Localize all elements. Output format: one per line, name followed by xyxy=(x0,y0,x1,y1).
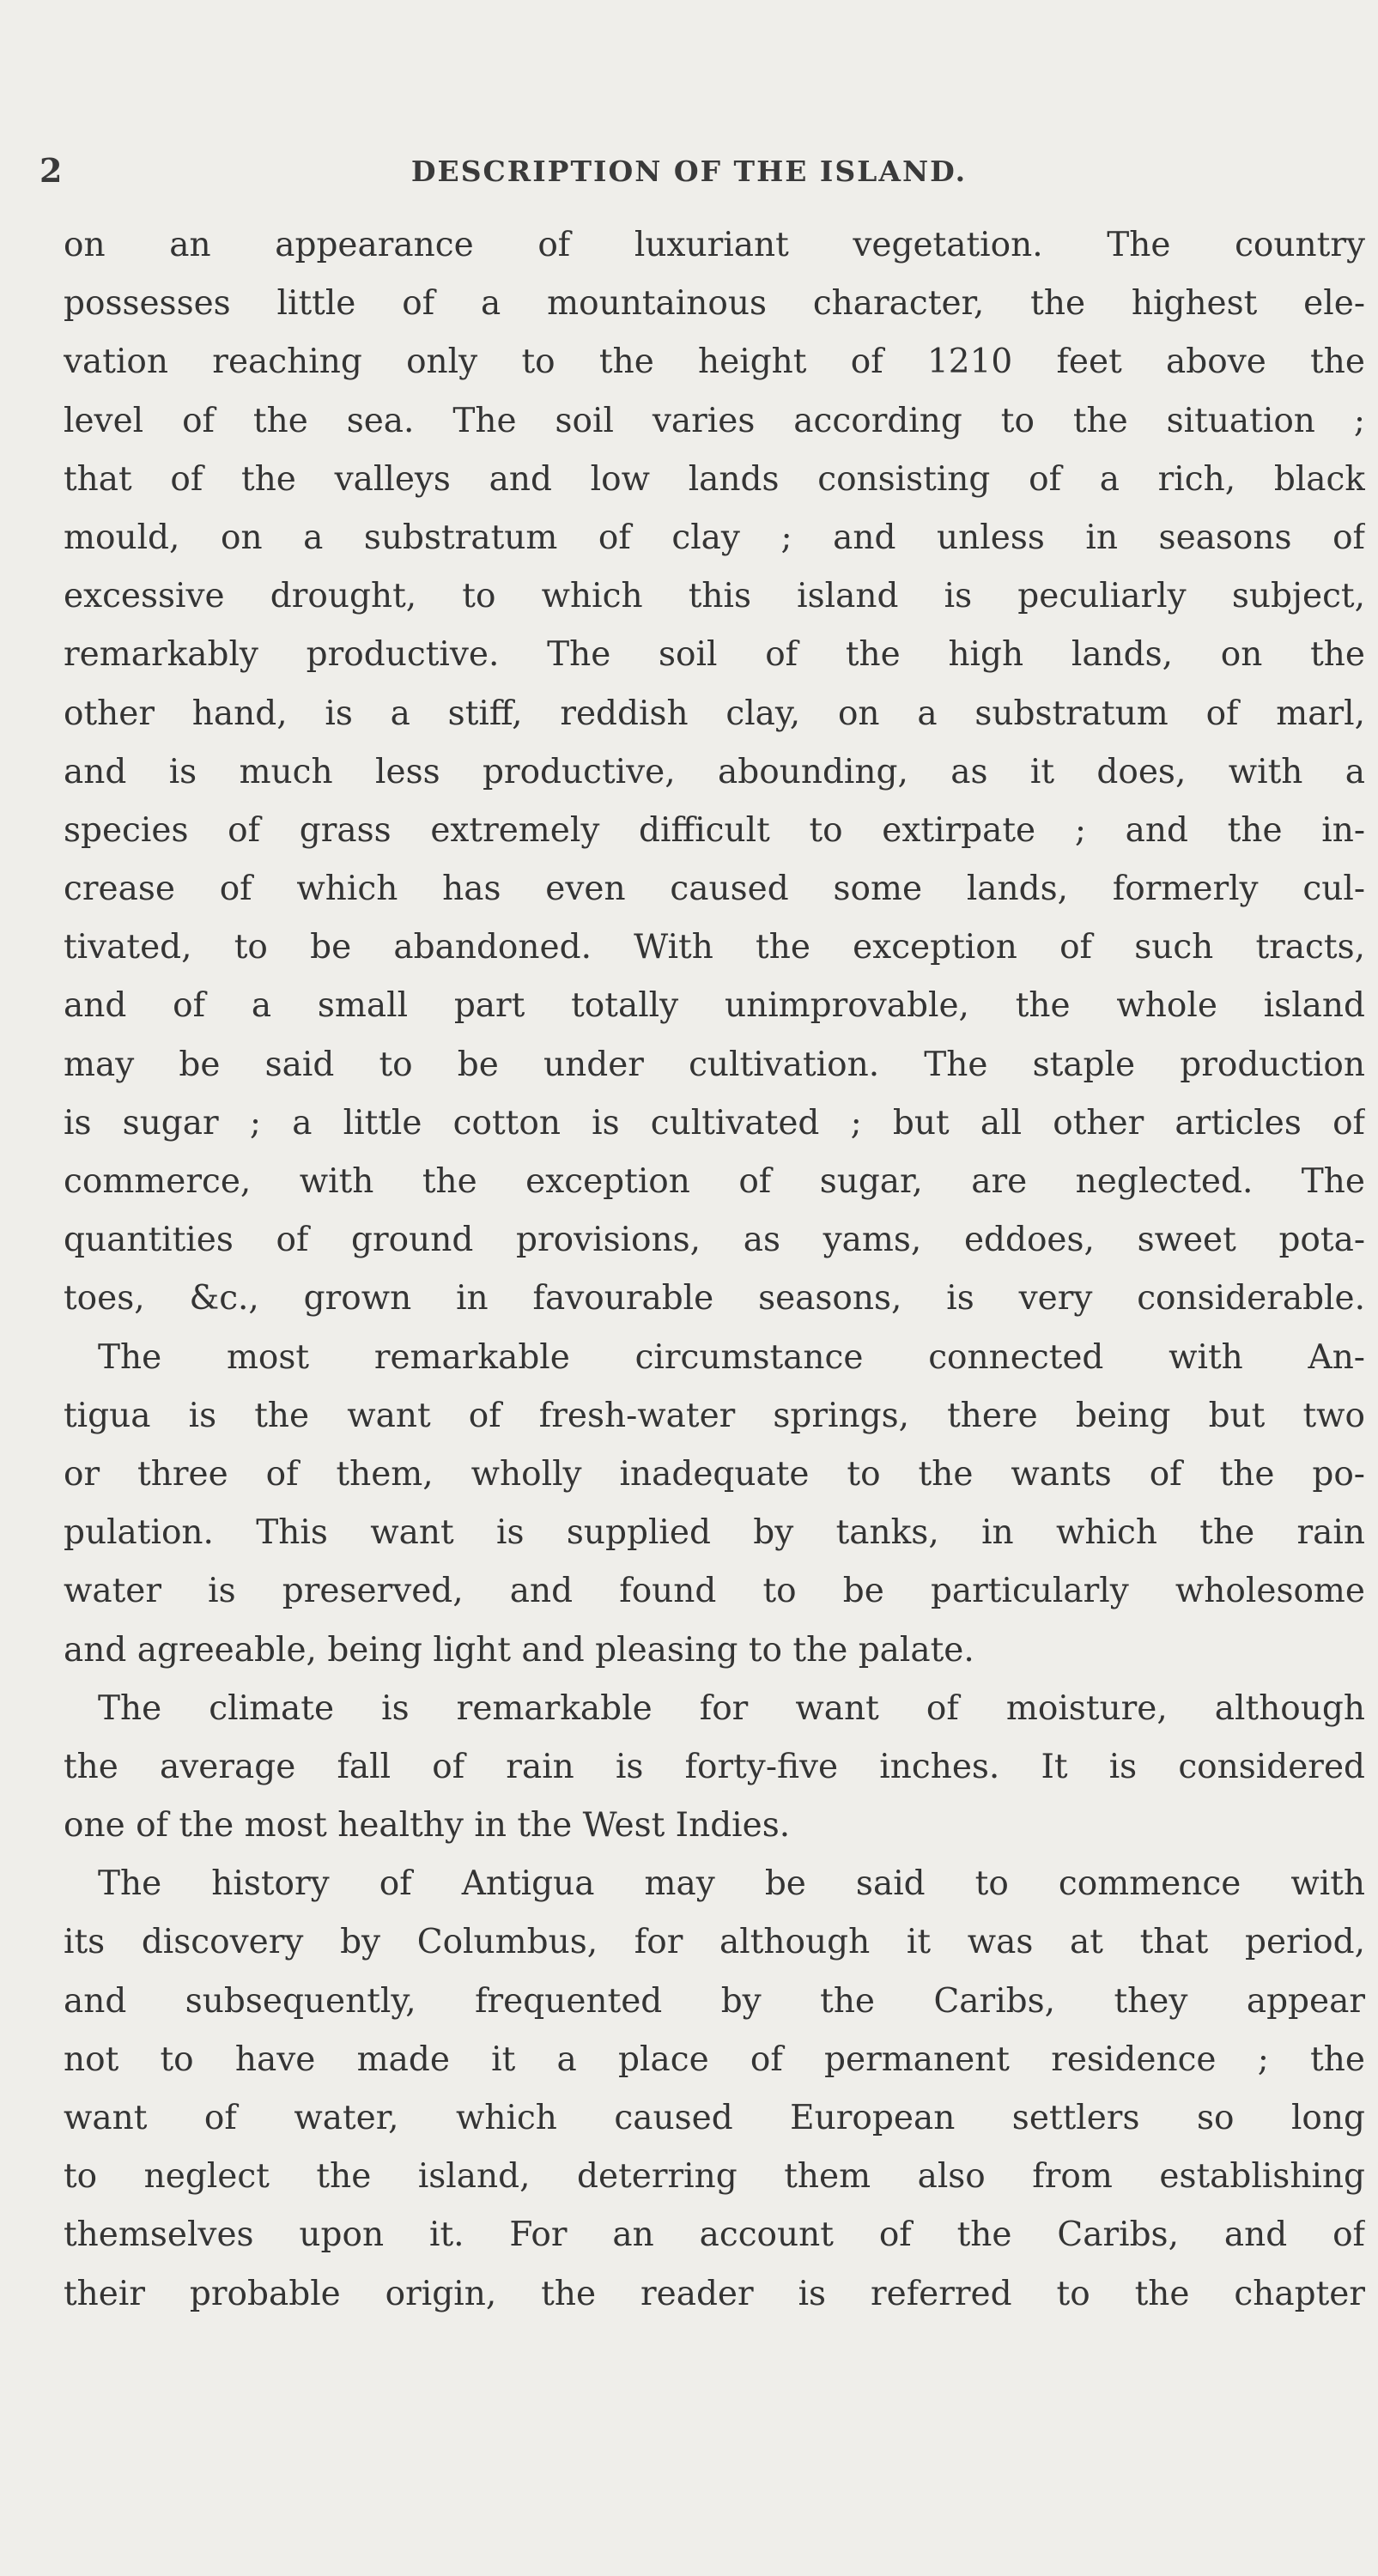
text-line: pulation. This want is supplied by tanks, in which the rain xyxy=(64,1513,1365,1553)
page-number: 2 xyxy=(39,151,64,190)
text-line: water is preserved, and found to be particularly wholesome xyxy=(64,1572,1365,1611)
text-line: that of the valleys and low lands consisting of a rich, black xyxy=(64,459,1365,499)
text-line: and subsequently, frequented by the Caribs, they appear xyxy=(64,1981,1365,2021)
text-line: to neglect the island, deterring them also from establishing xyxy=(64,2157,1365,2197)
text-line: want of water, which caused European settlers so long xyxy=(64,2099,1365,2137)
paragraph-start-line: The most remarkable circumstance connected with An- xyxy=(98,1337,1365,1377)
text-line: possesses little of a mountainous character, the highest ele- xyxy=(64,284,1365,324)
text-line: their probable origin, the reader is referred to the chapter xyxy=(64,2274,1365,2313)
text-line: crease of which has even caused some lands, formerly cul- xyxy=(64,870,1365,909)
text-line: the average fall of rain is forty-five inches. It is considered xyxy=(64,1747,1365,1786)
paragraph-start-line: The climate is remarkable for want of moisture, although xyxy=(98,1688,1365,1728)
text-line: tivated, to be abandoned. With the exception of such tracts, xyxy=(64,928,1365,967)
text-line: species of grass extremely difficult to extirpate ; and the in- xyxy=(64,810,1365,850)
text-line: may be said to be under cultivation. The staple production xyxy=(64,1045,1365,1084)
text-line: toes, &c., grown in favourable seasons, is very considerable. xyxy=(64,1279,1365,1318)
running-title: DESCRIPTION OF THE ISLAND. xyxy=(410,155,968,188)
text-line: commerce, with the exception of sugar, are neglected. The xyxy=(64,1162,1365,1201)
text-line: other hand, is a stiff, reddish clay, on a substratum of marl, xyxy=(64,694,1365,733)
text-line: and of a small part totally unimprovable, the whole island xyxy=(64,986,1365,1026)
text-line: tigua is the want of fresh-water springs, there being but two xyxy=(64,1396,1365,1435)
body-text xyxy=(64,216,1365,2324)
paragraph-end-line: and agreeable, being light and pleasing to the palate. xyxy=(64,1630,974,1670)
text-line: on an appearance of luxuriant vegetation. The country xyxy=(64,226,1365,264)
text-line: themselves upon it. For an account of the Caribs, and of xyxy=(64,2215,1365,2255)
text-line: quantities of ground provisions, as yams, eddoes, sweet pota- xyxy=(64,1221,1365,1260)
text-line: level of the sea. The soil varies according to the situation ; xyxy=(64,401,1365,440)
text-line: not to have made it a place of permanent residence ; the xyxy=(64,2040,1365,2079)
text-line: is sugar ; a little cotton is cultivated ; but all other articles of xyxy=(64,1103,1365,1143)
text-line: excessive drought, to which this island is peculiarly subject, xyxy=(64,577,1365,616)
text-line: vation reaching only to the height of 1210 feet above the xyxy=(64,342,1365,382)
paragraph-end-line: one of the most healthy in the West Indies. xyxy=(64,1806,791,1846)
text-line: mould, on a substratum of clay ; and unless in seasons of xyxy=(64,518,1365,557)
paragraph-start-line: The history of Antigua may be said to commence with xyxy=(98,1864,1365,1904)
text-line: remarkably productive. The soil of the high lands, on the xyxy=(64,635,1365,675)
text-line: or three of them, wholly inadequate to the wants of the po- xyxy=(64,1454,1365,1494)
text-line: and is much less productive, abounding, as it does, with a xyxy=(64,752,1365,791)
text-line: its discovery by Columbus, for although it was at that period, xyxy=(64,1923,1365,1962)
